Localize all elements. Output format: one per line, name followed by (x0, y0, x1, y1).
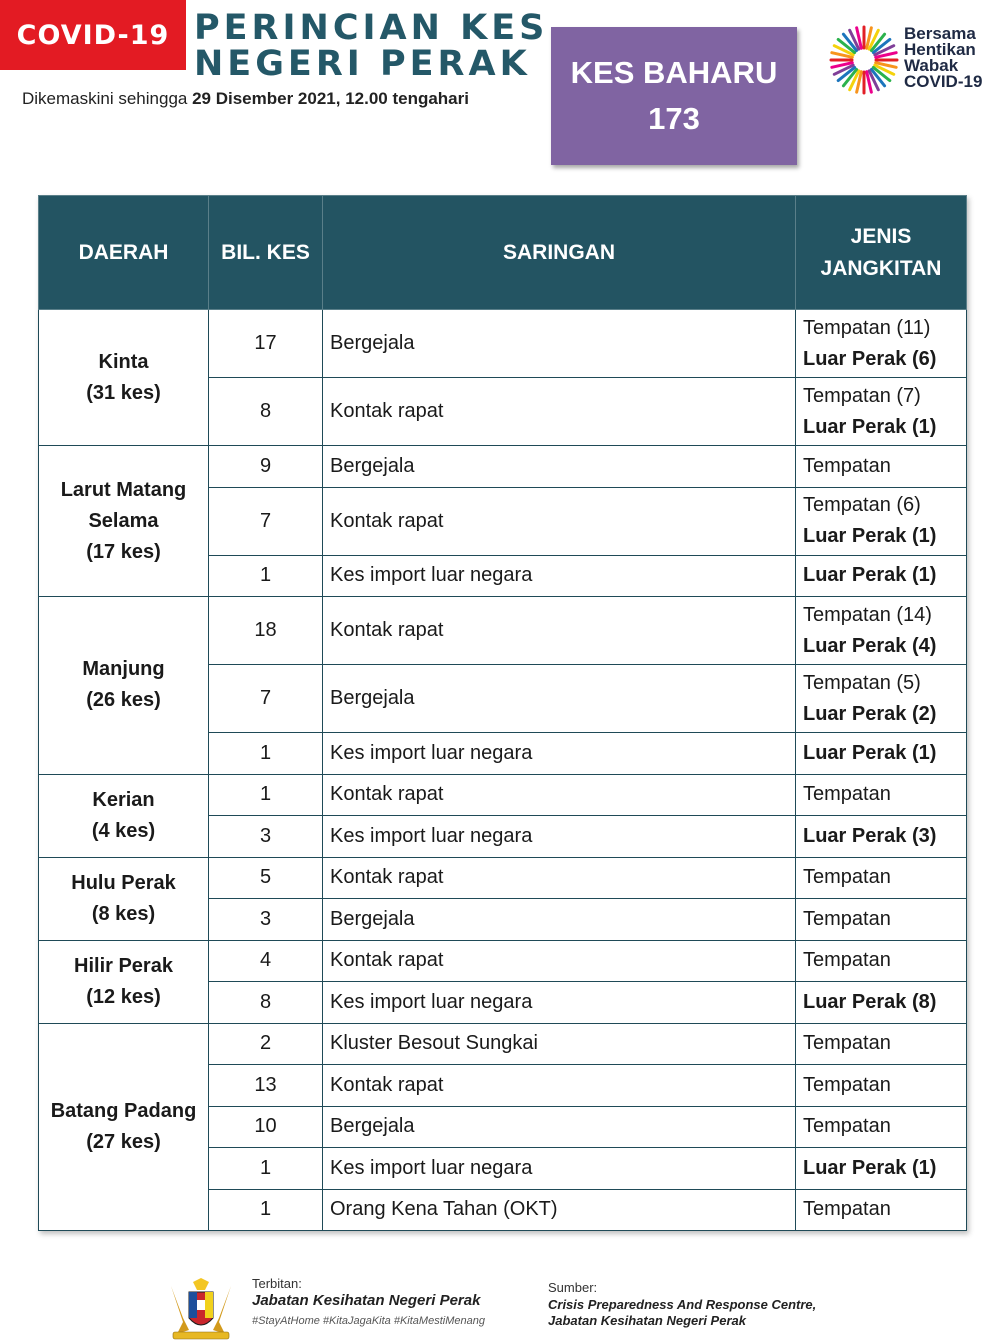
case-count: 4 (209, 940, 323, 982)
screening-type: Kes import luar negara (323, 816, 796, 858)
updated-date: 29 Disember 2021, 12.00 tengahari (192, 89, 469, 108)
source-line1: Crisis Preparedness And Response Centre, (548, 1297, 817, 1312)
infection-type-line: Tempatan (14) (803, 603, 932, 626)
page-title-line1: PERINCIAN KES (194, 8, 549, 48)
district-total: (26 kes) (86, 689, 161, 712)
district-cell (39, 1023, 209, 1231)
infection-type (796, 899, 967, 941)
table-header-row (39, 196, 967, 310)
infection-type (796, 733, 967, 775)
infection-type (796, 555, 967, 597)
case-count: 3 (209, 816, 323, 858)
infection-type-line: Luar Perak (6) (803, 347, 937, 370)
district-total: (31 kes) (86, 381, 161, 404)
case-count: 1 (209, 733, 323, 775)
infection-type-line: Luar Perak (4) (803, 634, 937, 657)
table-row (39, 597, 967, 665)
screening-type: Bergejala (323, 310, 796, 378)
case-count: 1 (209, 1148, 323, 1190)
infection-type-line: Tempatan (803, 866, 891, 889)
case-count: 7 (209, 487, 323, 555)
infection-type-line: Luar Perak (1) (803, 525, 937, 547)
infection-type (796, 1148, 967, 1190)
district-total: (12 kes) (86, 985, 161, 1008)
case-count: 1 (209, 1189, 323, 1231)
infection-type (796, 982, 967, 1024)
infection-type-line: Luar Perak (1) (803, 415, 937, 438)
case-count: 5 (209, 857, 323, 899)
infection-type (796, 857, 967, 899)
infection-type-line: Tempatan (803, 1032, 891, 1055)
district-cell (39, 446, 209, 597)
header-screening: SARINGAN (323, 196, 796, 310)
new-cases-box (551, 27, 797, 165)
case-count: 9 (209, 446, 323, 488)
case-count: 13 (209, 1065, 323, 1107)
infection-type-line: Tempatan (7) (803, 384, 921, 407)
new-cases-value: 173 (648, 101, 700, 136)
screening-type: Bergejala (323, 446, 796, 488)
logo-text-line: Hentikan (904, 40, 976, 59)
screening-type: Kontak rapat (323, 1065, 796, 1107)
infection-type (796, 1065, 967, 1107)
screening-type: Kontak rapat (323, 378, 796, 446)
logo-text (904, 26, 982, 90)
infection-type (796, 665, 967, 733)
district-name: Kinta (98, 350, 149, 373)
infection-type-line: Luar Perak (1) (803, 1156, 937, 1179)
district-cell (39, 857, 209, 940)
screening-type: Orang Kena Tahan (OKT) (323, 1189, 796, 1231)
sunburst-logo-icon (828, 24, 900, 96)
header-infection-type: JENIS JANGKITAN (796, 196, 967, 310)
screening-type: Bergejala (323, 899, 796, 941)
infection-type-line: Tempatan (5) (803, 671, 921, 694)
district-cell (39, 940, 209, 1023)
district-cell (39, 310, 209, 446)
updated-timestamp (22, 89, 469, 109)
screening-type: Kontak rapat (323, 487, 796, 555)
case-count: 18 (209, 597, 323, 665)
publisher-name: Jabatan Kesihatan Negeri Perak (252, 1292, 481, 1309)
screening-type: Kes import luar negara (323, 1148, 796, 1190)
infection-type-line: Tempatan (803, 783, 891, 806)
district-cell (39, 597, 209, 775)
campaign-logo (828, 18, 1000, 100)
updated-prefix: Dikemaskini sehingga (22, 89, 193, 108)
case-count: 7 (209, 665, 323, 733)
infection-type-line: Luar Perak (8) (803, 990, 937, 1013)
district-total: (17 kes) (86, 540, 161, 563)
district-name: Manjung (82, 658, 165, 681)
table-row (39, 857, 967, 899)
screening-type: Kontak rapat (323, 774, 796, 816)
new-cases-label: KES BAHARU (570, 55, 778, 90)
case-count: 17 (209, 310, 323, 378)
publisher-label: Terbitan: (252, 1276, 302, 1291)
district-name: Larut Matang Selama (60, 478, 187, 532)
case-count: 8 (209, 378, 323, 446)
infection-type (796, 816, 967, 858)
infection-type-line: Tempatan (803, 907, 891, 930)
footer (0, 1270, 1008, 1344)
header-case-count: BIL. KES (209, 196, 323, 310)
case-count: 10 (209, 1106, 323, 1148)
table-row (39, 446, 967, 488)
malaysia-coat-of-arms-icon (163, 1278, 239, 1342)
covid-badge: COVID-19 (0, 0, 186, 70)
logo-text-line: COVID-19 (904, 72, 983, 91)
infection-type (796, 446, 967, 488)
logo-text-line: Bersama (904, 24, 976, 43)
screening-type: Kes import luar negara (323, 733, 796, 775)
infection-type-line: Tempatan (6) (803, 494, 921, 516)
infection-type-line: Tempatan (803, 949, 891, 972)
case-count: 1 (209, 555, 323, 597)
logo-text-line: Wabak (904, 56, 959, 75)
screening-type: Bergejala (323, 1106, 796, 1148)
screening-type: Bergejala (323, 665, 796, 733)
infection-type-line: Tempatan (803, 1198, 891, 1221)
screening-type: Kluster Besout Sungkai (323, 1023, 796, 1065)
district-name: Hulu Perak (71, 871, 176, 894)
infection-type-line: Tempatan (803, 1115, 891, 1138)
district-cell (39, 774, 209, 857)
screening-type: Kes import luar negara (323, 982, 796, 1024)
header-district: DAERAH (39, 196, 209, 310)
table-row (39, 940, 967, 982)
infection-type-line: Tempatan (803, 454, 891, 477)
case-table (38, 195, 967, 1231)
infection-type-line: Luar Perak (3) (803, 824, 937, 847)
infection-type-line: Tempatan (803, 1073, 891, 1096)
district-name: Kerian (92, 788, 155, 811)
table-row (39, 1023, 967, 1065)
infection-type (796, 1023, 967, 1065)
screening-type: Kontak rapat (323, 597, 796, 665)
screening-type: Kontak rapat (323, 857, 796, 899)
source-label: Sumber: (548, 1280, 598, 1295)
infection-type-line: Luar Perak (2) (803, 702, 937, 725)
case-count: 1 (209, 774, 323, 816)
table-row (39, 774, 967, 816)
screening-type: Kontak rapat (323, 940, 796, 982)
infection-type-line: Luar Perak (1) (803, 564, 937, 587)
source-line2: Jabatan Kesihatan Negeri Perak (548, 1313, 746, 1328)
case-count: 2 (209, 1023, 323, 1065)
screening-type: Kes import luar negara (323, 555, 796, 597)
infection-type (796, 774, 967, 816)
district-name: Batang Padang (50, 1099, 197, 1122)
district-total: (8 kes) (91, 902, 156, 925)
infection-type (796, 487, 967, 555)
case-count: 8 (209, 982, 323, 1024)
infection-type-line: Tempatan (11) (803, 316, 931, 339)
infection-type (796, 1106, 967, 1148)
infection-type (796, 310, 967, 378)
infection-type (796, 1189, 967, 1231)
infection-type-line: Luar Perak (1) (803, 741, 937, 764)
hashtags: #StayAtHome #KitaJagaKita #KitaMestiMenang (252, 1315, 485, 1327)
infection-type (796, 378, 967, 446)
table-row (39, 310, 967, 378)
infection-type (796, 940, 967, 982)
case-count: 3 (209, 899, 323, 941)
district-total: (4 kes) (91, 819, 156, 842)
page-title-line2: NEGERI PERAK (194, 44, 531, 84)
district-total: (27 kes) (86, 1130, 161, 1153)
district-name: Hilir Perak (74, 954, 173, 977)
infection-type (796, 597, 967, 665)
